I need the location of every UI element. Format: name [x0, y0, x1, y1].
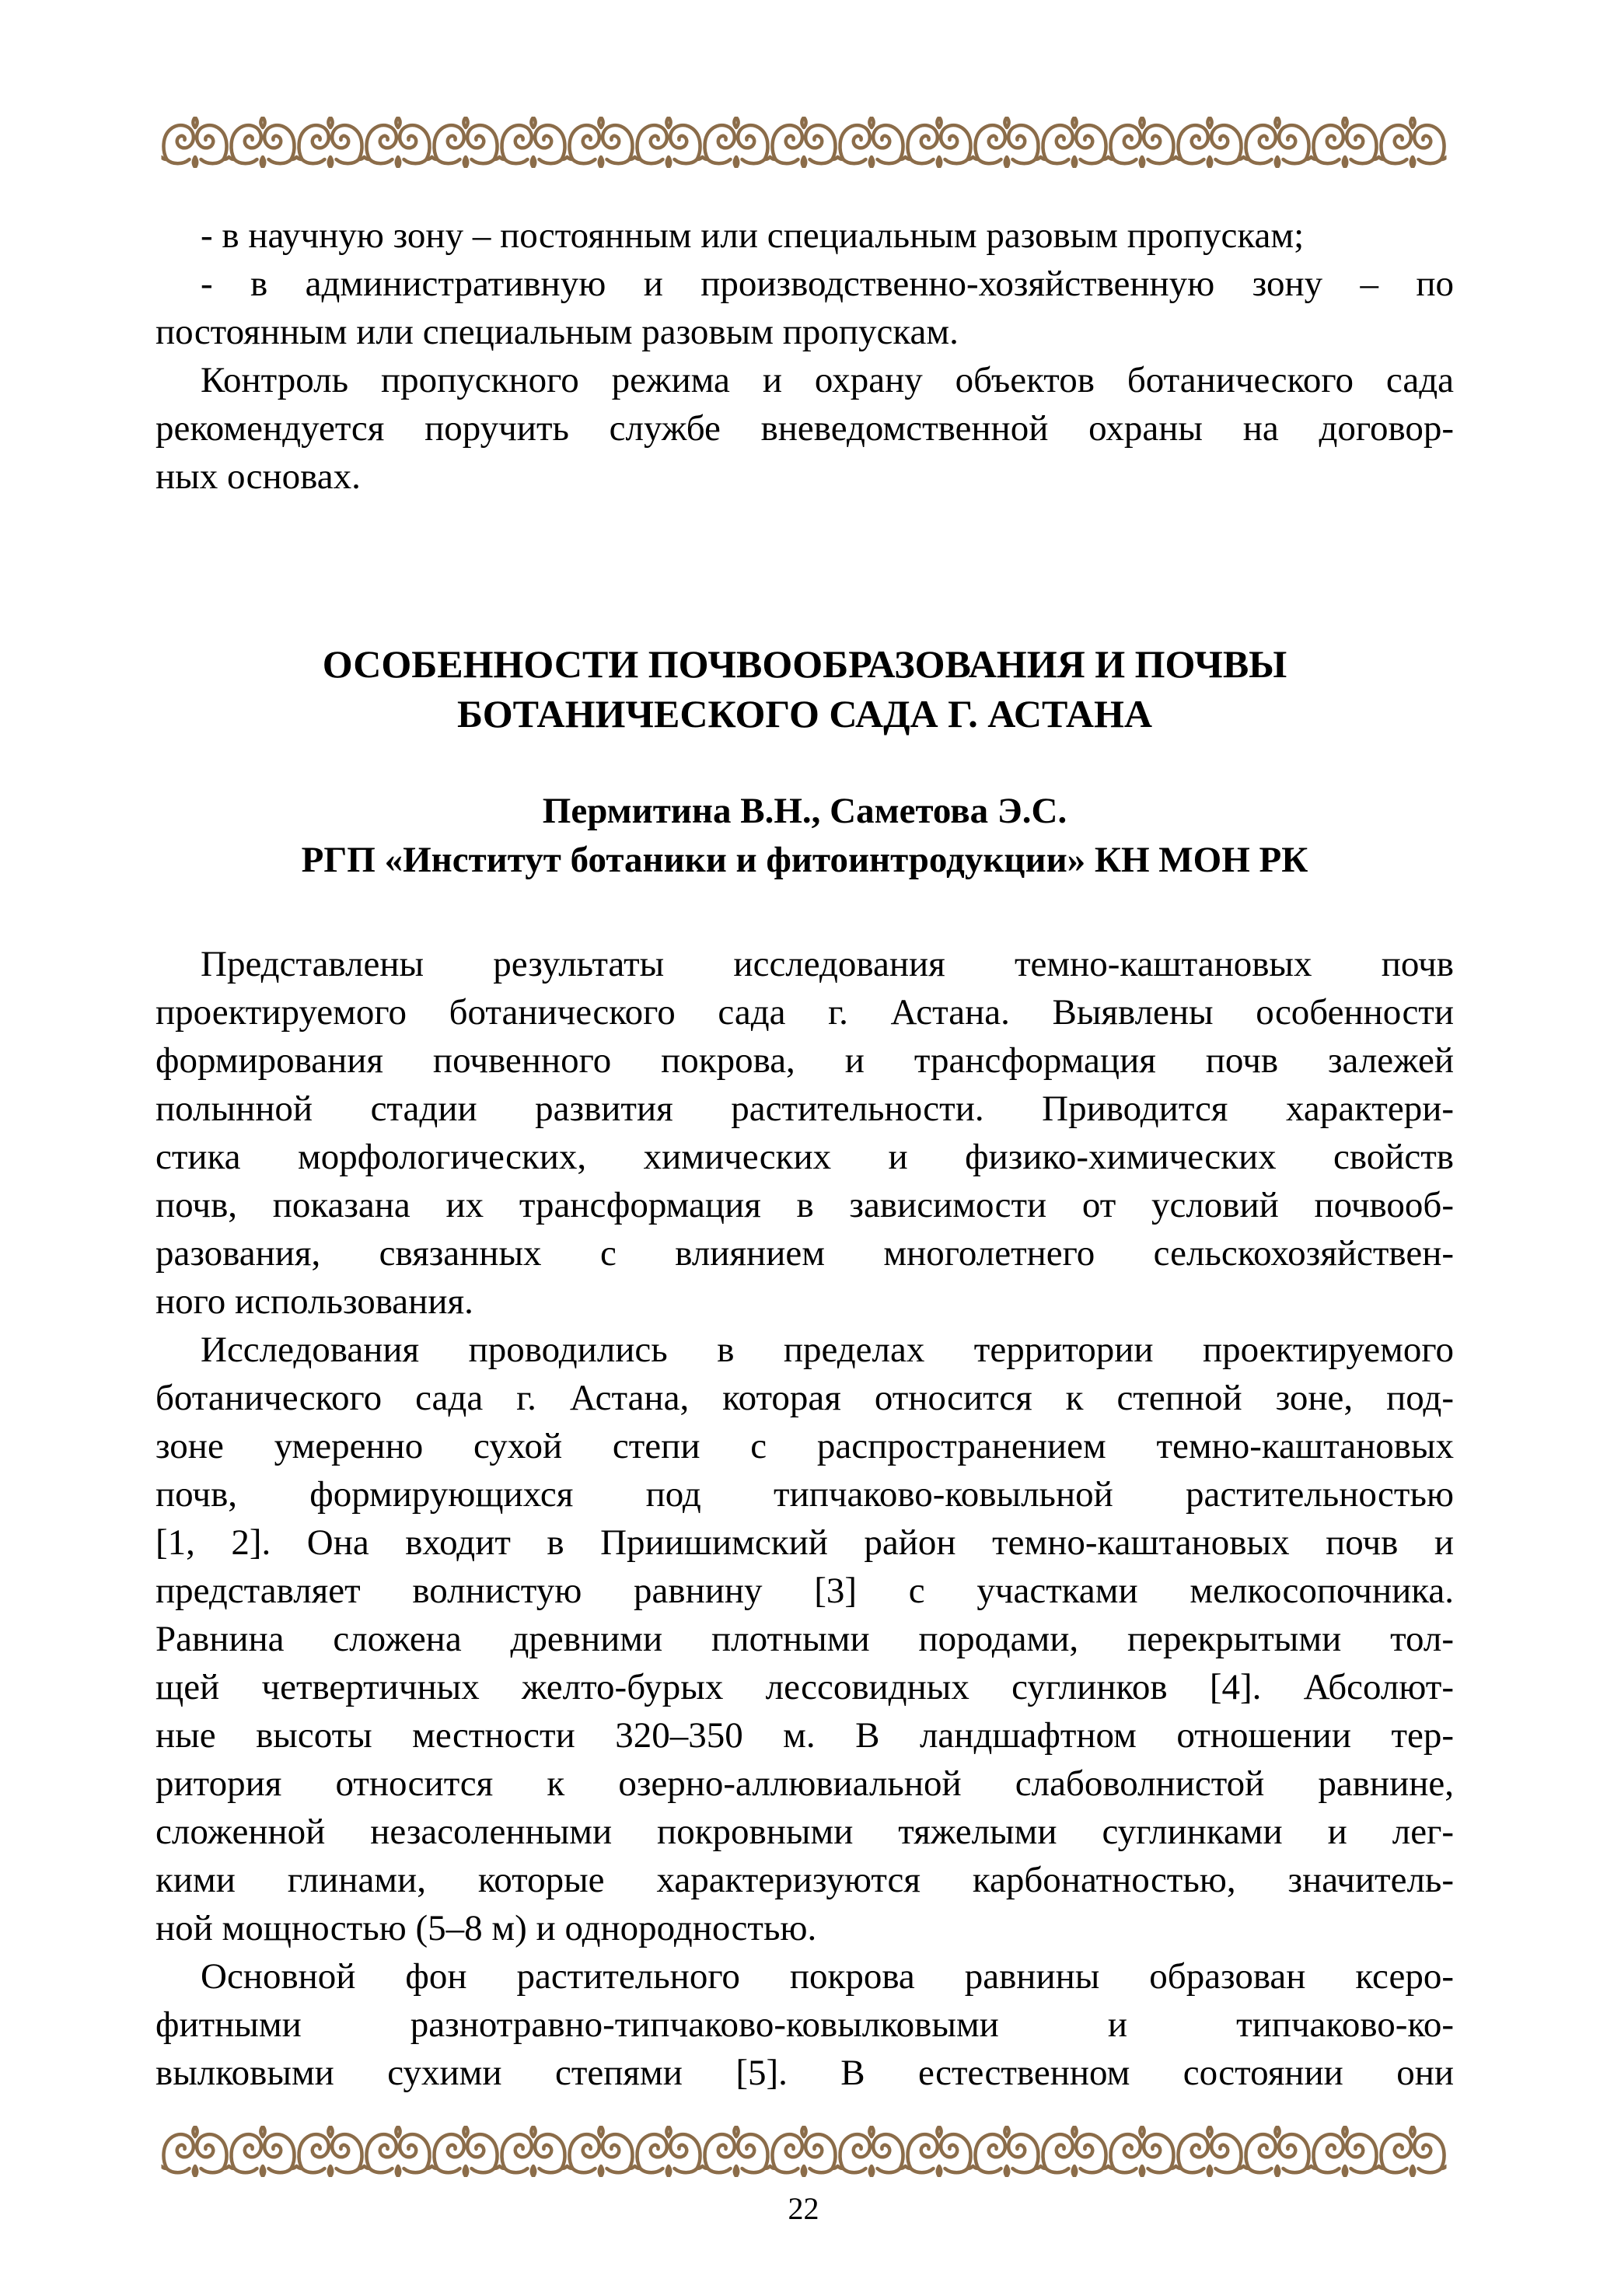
text-line: Представлены результаты исследования темно-каштановых почв	[201, 944, 1454, 984]
text-line: [1, 2]. Она входит в Приишимский район темно-каштановых почв и	[155, 1522, 1454, 1563]
text-line: зоне умеренно сухой степи с распространением темно-каштановых	[155, 1426, 1454, 1466]
kazakh-scroll-ornament	[161, 117, 1446, 168]
text-line: щей четвертичных желто-бурых лессовидных суглинков [4]. Абсолют-	[155, 1667, 1454, 1707]
text-line: Контроль пропускного режима и охрану объектов ботанического сада	[201, 360, 1454, 400]
intro-paragraphs	[155, 211, 1454, 501]
text-line: полынной стадии развития растительности. Приводится характери-	[155, 1089, 1454, 1129]
page-number: 22	[788, 2191, 819, 2226]
text-line: ритория относится к озерно-аллювиальной слабоволнистой равнине,	[155, 1763, 1454, 1804]
article-body	[155, 940, 1454, 2097]
ornament-border-top	[161, 117, 1446, 168]
text-line: ной мощностью (5–8 м) и однородностью.	[155, 1908, 817, 1948]
kazakh-scroll-ornament	[161, 2126, 1446, 2177]
article-affiliation: РГП «Институт ботаники и фитоинтродукции» КН МОН РК	[301, 840, 1308, 880]
article-title	[155, 639, 1454, 739]
text-line: представляет волнистую равнину [3] с участками мелкосопочника.	[155, 1571, 1454, 1611]
text-line: разования, связанных с влиянием многолетнего сельскохозяйствен-	[155, 1233, 1454, 1274]
text-line: - в научную зону – постоянным или специальным разовым пропускам;	[201, 215, 1305, 256]
text-line: формирования почвенного покрова, и трансформация почв залежей	[155, 1040, 1454, 1081]
text-line: ных основах.	[155, 456, 361, 497]
text-line: Основной фон растительного покрова равнины образован ксеро-	[201, 1956, 1454, 1997]
text-line: почв, показана их трансформация в зависимости от условий почвооб-	[155, 1185, 1454, 1225]
text-line: кими глинами, которые характеризуются карбонатностью, значитель-	[155, 1860, 1454, 1900]
text-line: почв, формирующихся под типчаково-ковыльной растительностью	[155, 1474, 1454, 1515]
text-line: сложенной незасоленными покровными тяжелыми суглинками и лег-	[155, 1812, 1454, 1852]
text-line: - в административную и производственно-хозяйственную зону – по	[201, 264, 1454, 304]
text-line: Равнина сложена древними плотными породами, перекрытыми тол-	[155, 1619, 1454, 1659]
text-line: ные высоты местности 320–350 м. В ландшафтном отношении тер-	[155, 1715, 1454, 1756]
text-line: стика морфологических, химических и физико-химических свойств	[155, 1137, 1454, 1177]
article-title-line-2: БОТАНИЧЕСКОГО САДА Г. АСТАНА	[457, 692, 1152, 736]
text-line: постоянным или специальным разовым пропускам.	[155, 312, 959, 352]
text-line: фитными разнотравно-типчаково-ковылковыми и типчаково-ко-	[155, 2004, 1454, 2045]
text-line: проектируемого ботанического сада г. Астана. Выявлены особенности	[155, 992, 1454, 1033]
text-line: рекомендуется поручить службе вневедомственной охраны на договор-	[155, 408, 1454, 449]
ornament-border-bottom	[161, 2126, 1446, 2177]
text-line: Исследования проводились в пределах территории проектируемого	[201, 1330, 1454, 1370]
article-authors: Пермитина В.Н., Саметова Э.С.	[542, 791, 1067, 831]
text-line: ного использования.	[155, 1281, 473, 1322]
text-line: ботанического сада г. Астана, которая относится к степной зоне, под-	[155, 1378, 1454, 1418]
article-title-line-1: ОСОБЕННОСТИ ПОЧВООБРАЗОВАНИЯ И ПОЧВЫ	[322, 642, 1287, 686]
text-line: вылковыми сухими степями [5]. В естественном состоянии они	[155, 2053, 1454, 2093]
